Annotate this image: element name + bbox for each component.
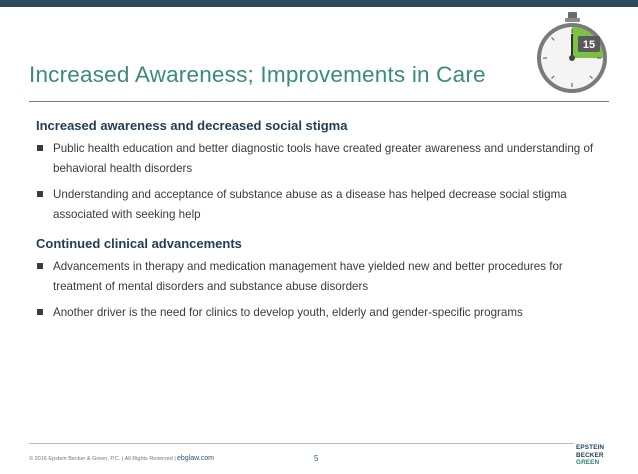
bullet-text: Understanding and acceptance of substance abuse as a disease has helped decrease social stigma associated with seeking help xyxy=(53,188,567,221)
bullet-square-icon xyxy=(37,191,43,197)
footer-divider xyxy=(29,443,574,444)
stopwatch-icon xyxy=(534,12,610,96)
bullet-square-icon xyxy=(37,145,43,151)
logo-line-3: GREEN xyxy=(576,459,600,467)
bullet-item xyxy=(36,303,596,323)
footer-site-link[interactable]: ebglaw.com xyxy=(177,455,214,462)
bullet-text: Advancements in therapy and medication management have yielded new and better procedures for treatment of mental disorders and substance abuse disorders xyxy=(53,260,563,293)
footer-copyright: © 2016 Epstein Becker & Green, P.C. | All Rights Reserved | xyxy=(29,456,176,462)
title-divider xyxy=(29,101,609,102)
bullet-text: Public health education and better diagnostic tools have created greater awareness and understanding of behavioral health disorders xyxy=(53,142,594,175)
slide-title: Increased Awareness; Improvements in Care xyxy=(29,62,486,87)
bullet-list-awareness xyxy=(36,139,596,225)
bullet-list-clinical xyxy=(36,257,596,323)
section-heading-clinical: Continued clinical advancements xyxy=(36,236,242,251)
section-heading-awareness: Increased awareness and decreased social stigma xyxy=(36,118,348,133)
top-bar xyxy=(0,0,638,7)
bullet-item xyxy=(36,139,596,179)
slide-content xyxy=(36,118,596,323)
timer-label: 15 xyxy=(582,39,596,51)
firm-logo xyxy=(576,444,608,472)
bullet-square-icon xyxy=(37,263,43,269)
bullet-text: Another driver is the need for clinics to develop youth, elderly and gender-specific programs xyxy=(53,306,523,319)
bullet-square-icon xyxy=(37,309,43,315)
bullet-item xyxy=(36,185,596,225)
page-number: 5 xyxy=(314,454,319,463)
bullet-item xyxy=(36,257,596,297)
logo-line-2: BECKER xyxy=(576,451,604,459)
logo-line-1: EPSTEIN xyxy=(576,444,605,451)
